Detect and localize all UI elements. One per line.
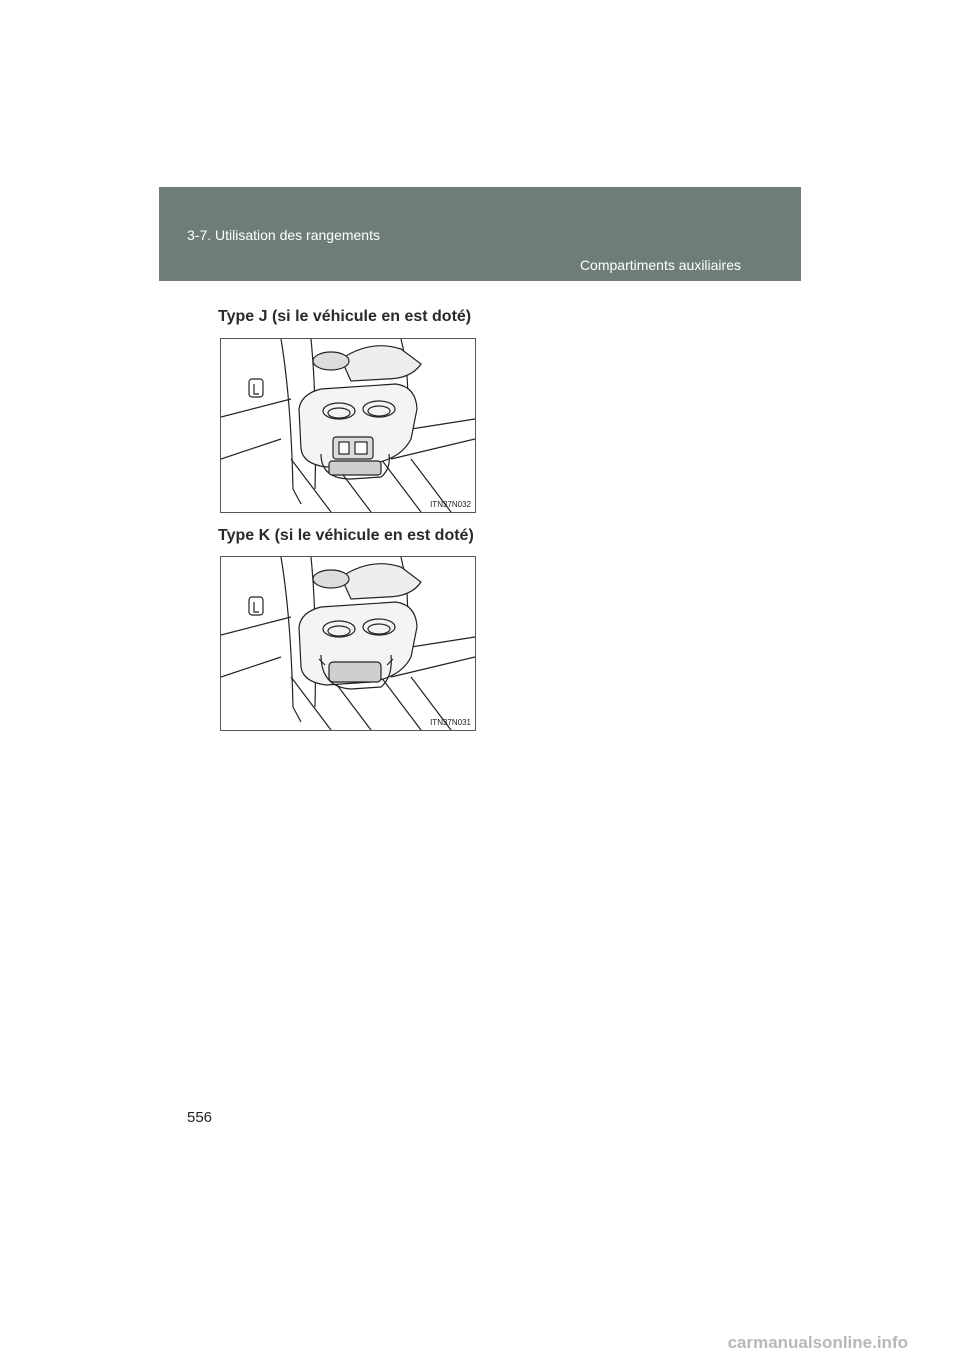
page-number: 556	[187, 1109, 213, 1126]
header-band	[159, 187, 801, 281]
page-subtitle: Compartiments auxiliaires	[579, 257, 741, 273]
type-k-illustration	[220, 556, 476, 731]
section-title: 3-7. Utilisation des rangements	[187, 227, 380, 243]
type-j-illustration	[220, 338, 476, 513]
figure-code: ITN37N032	[430, 500, 471, 509]
type-k-heading: Type K (si le véhicule en est doté)	[218, 527, 474, 544]
type-j-heading: Type J (si le véhicule en est doté)	[218, 308, 472, 325]
figure-code: ITN37N031	[430, 718, 471, 727]
console-cupholder-drawing	[221, 557, 475, 730]
console-cupholder-drawing	[221, 339, 475, 512]
watermark[interactable]: carmanualsonline.info	[727, 1333, 908, 1352]
